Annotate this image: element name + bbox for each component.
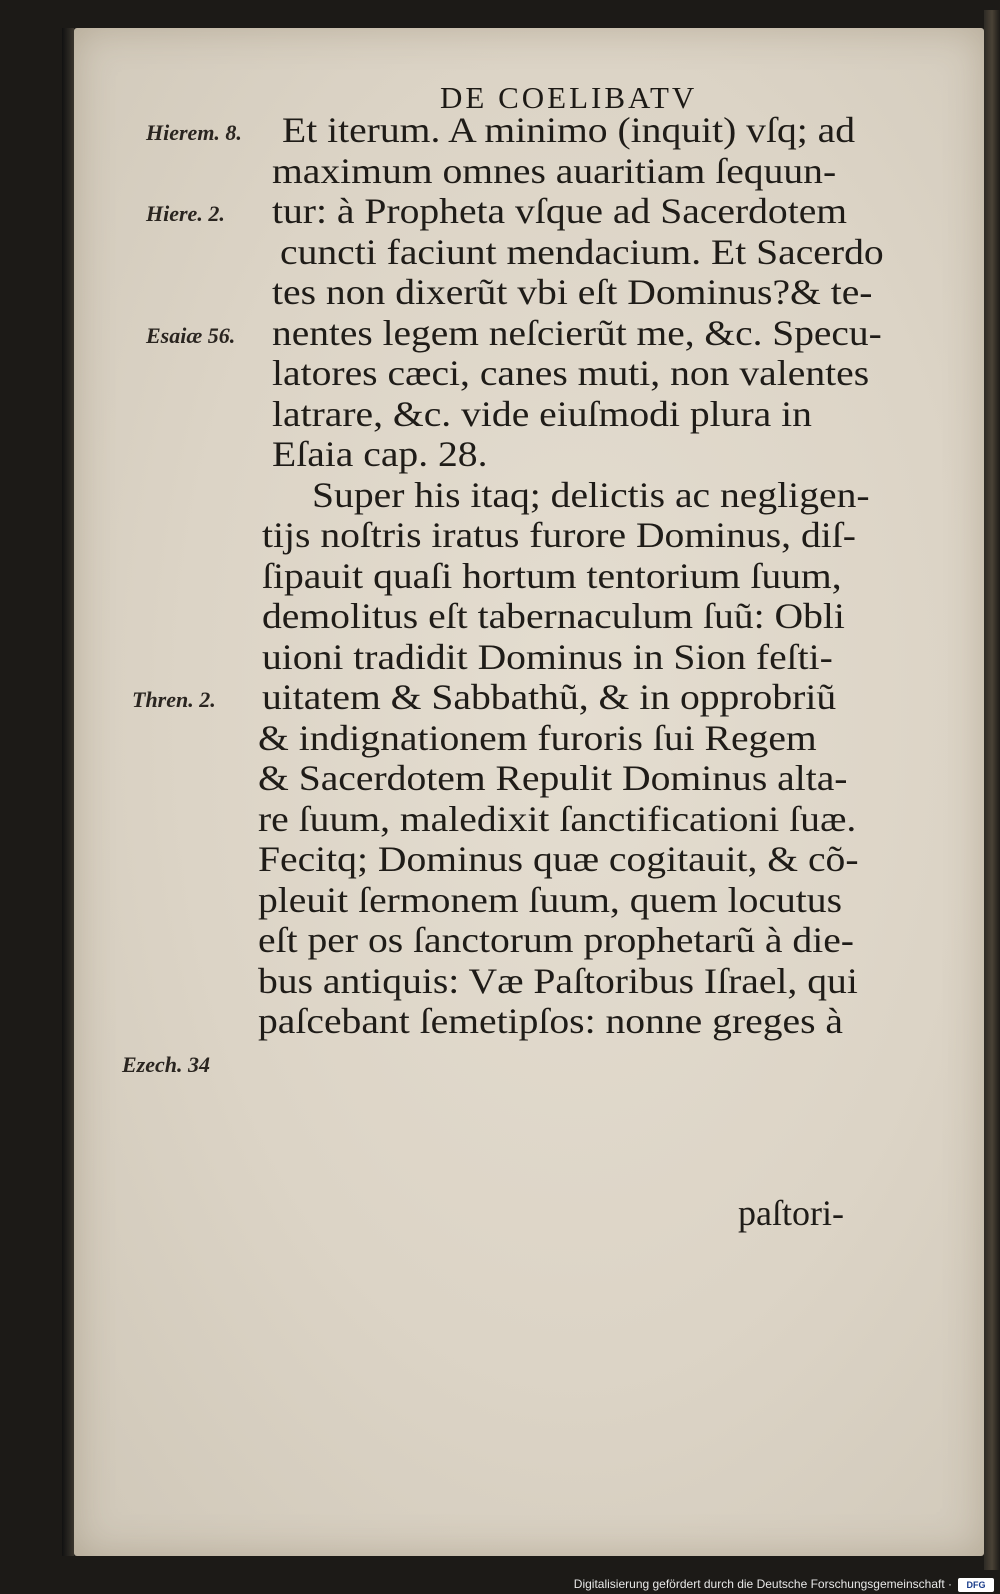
text-line: pleuit ſermonem ſuum, quem locutus [258,879,843,920]
text-line: uioni tradidit Dominus in Sion feſti- [262,636,833,677]
text-line: latores cæci, canes muti, non valentes [272,353,870,393]
page-gutter-shadow [62,28,74,1556]
marginal-note: Hierem. 8. [146,120,242,145]
text-line: paſcebant ſemetipſos: nonne greges à [258,1001,843,1041]
text-line: Eſaia cap. 28. [272,434,488,474]
text-line: demolitus eſt tabernaculum ſuũ: Obli [262,596,845,636]
dfg-logo: DFG [958,1578,994,1592]
text-line: uitatem & Sabbathũ, & in opprobriũ [262,677,837,717]
digitization-credit: Digitalisierung gefördert durch die Deutsche Forschungsgemeinschaft · [573,1577,952,1591]
running-header: DE COELIBATV [440,80,698,115]
text-line: Et iterum. A minimo (inquit) vſq; ad [282,110,856,150]
text-line: tur: à Propheta vſque ad Sacerdotem [272,191,848,231]
text-line: Fecitq; Dominus quæ cogitauit, & cõ- [258,839,859,879]
text-line: bus antiquis: Væ Paſtoribus Iſrael, qui [258,960,858,1001]
marginal-note: Esaiæ 56. [146,322,236,348]
text-line: tijs noſtris iratus furore Dominus, diſ- [262,515,856,555]
text-line: maximum omnes auaritiam ſequun- [272,150,837,191]
text-line: tes non dixerũt vbi eſt Dominus?& te- [272,272,873,312]
text-line: & Sacerdotem Repulit Dominus alta- [258,758,848,798]
text-line: latrare, &c. vide eiuſmodi plura in [272,393,812,434]
marginal-note: Thren. 2. [132,687,216,712]
text-line: cuncti faciunt mendacium. Et Sacerdo [280,231,884,272]
text-line: eſt per os ſanctorum prophetarũ à die- [258,920,854,960]
text-line: nentes legem neſcierũt me, &c. Specu- [272,312,882,353]
text-line: Super his itaq; delictis ac negligen- [312,474,870,515]
marginal-note: Hiere. 2. [146,201,225,226]
page-edge [984,10,1000,1570]
text-line: & indignationem furoris ſui Regem [258,717,817,758]
marginal-note: Ezech. 34 [122,1051,210,1077]
catchword: paſtori- [738,1193,844,1233]
text-line: re ſuum, maledixit ſanctificationi ſuæ. [258,798,857,839]
text-line: ſipauit quaſi hortum tentorium ſuum, [262,555,842,596]
